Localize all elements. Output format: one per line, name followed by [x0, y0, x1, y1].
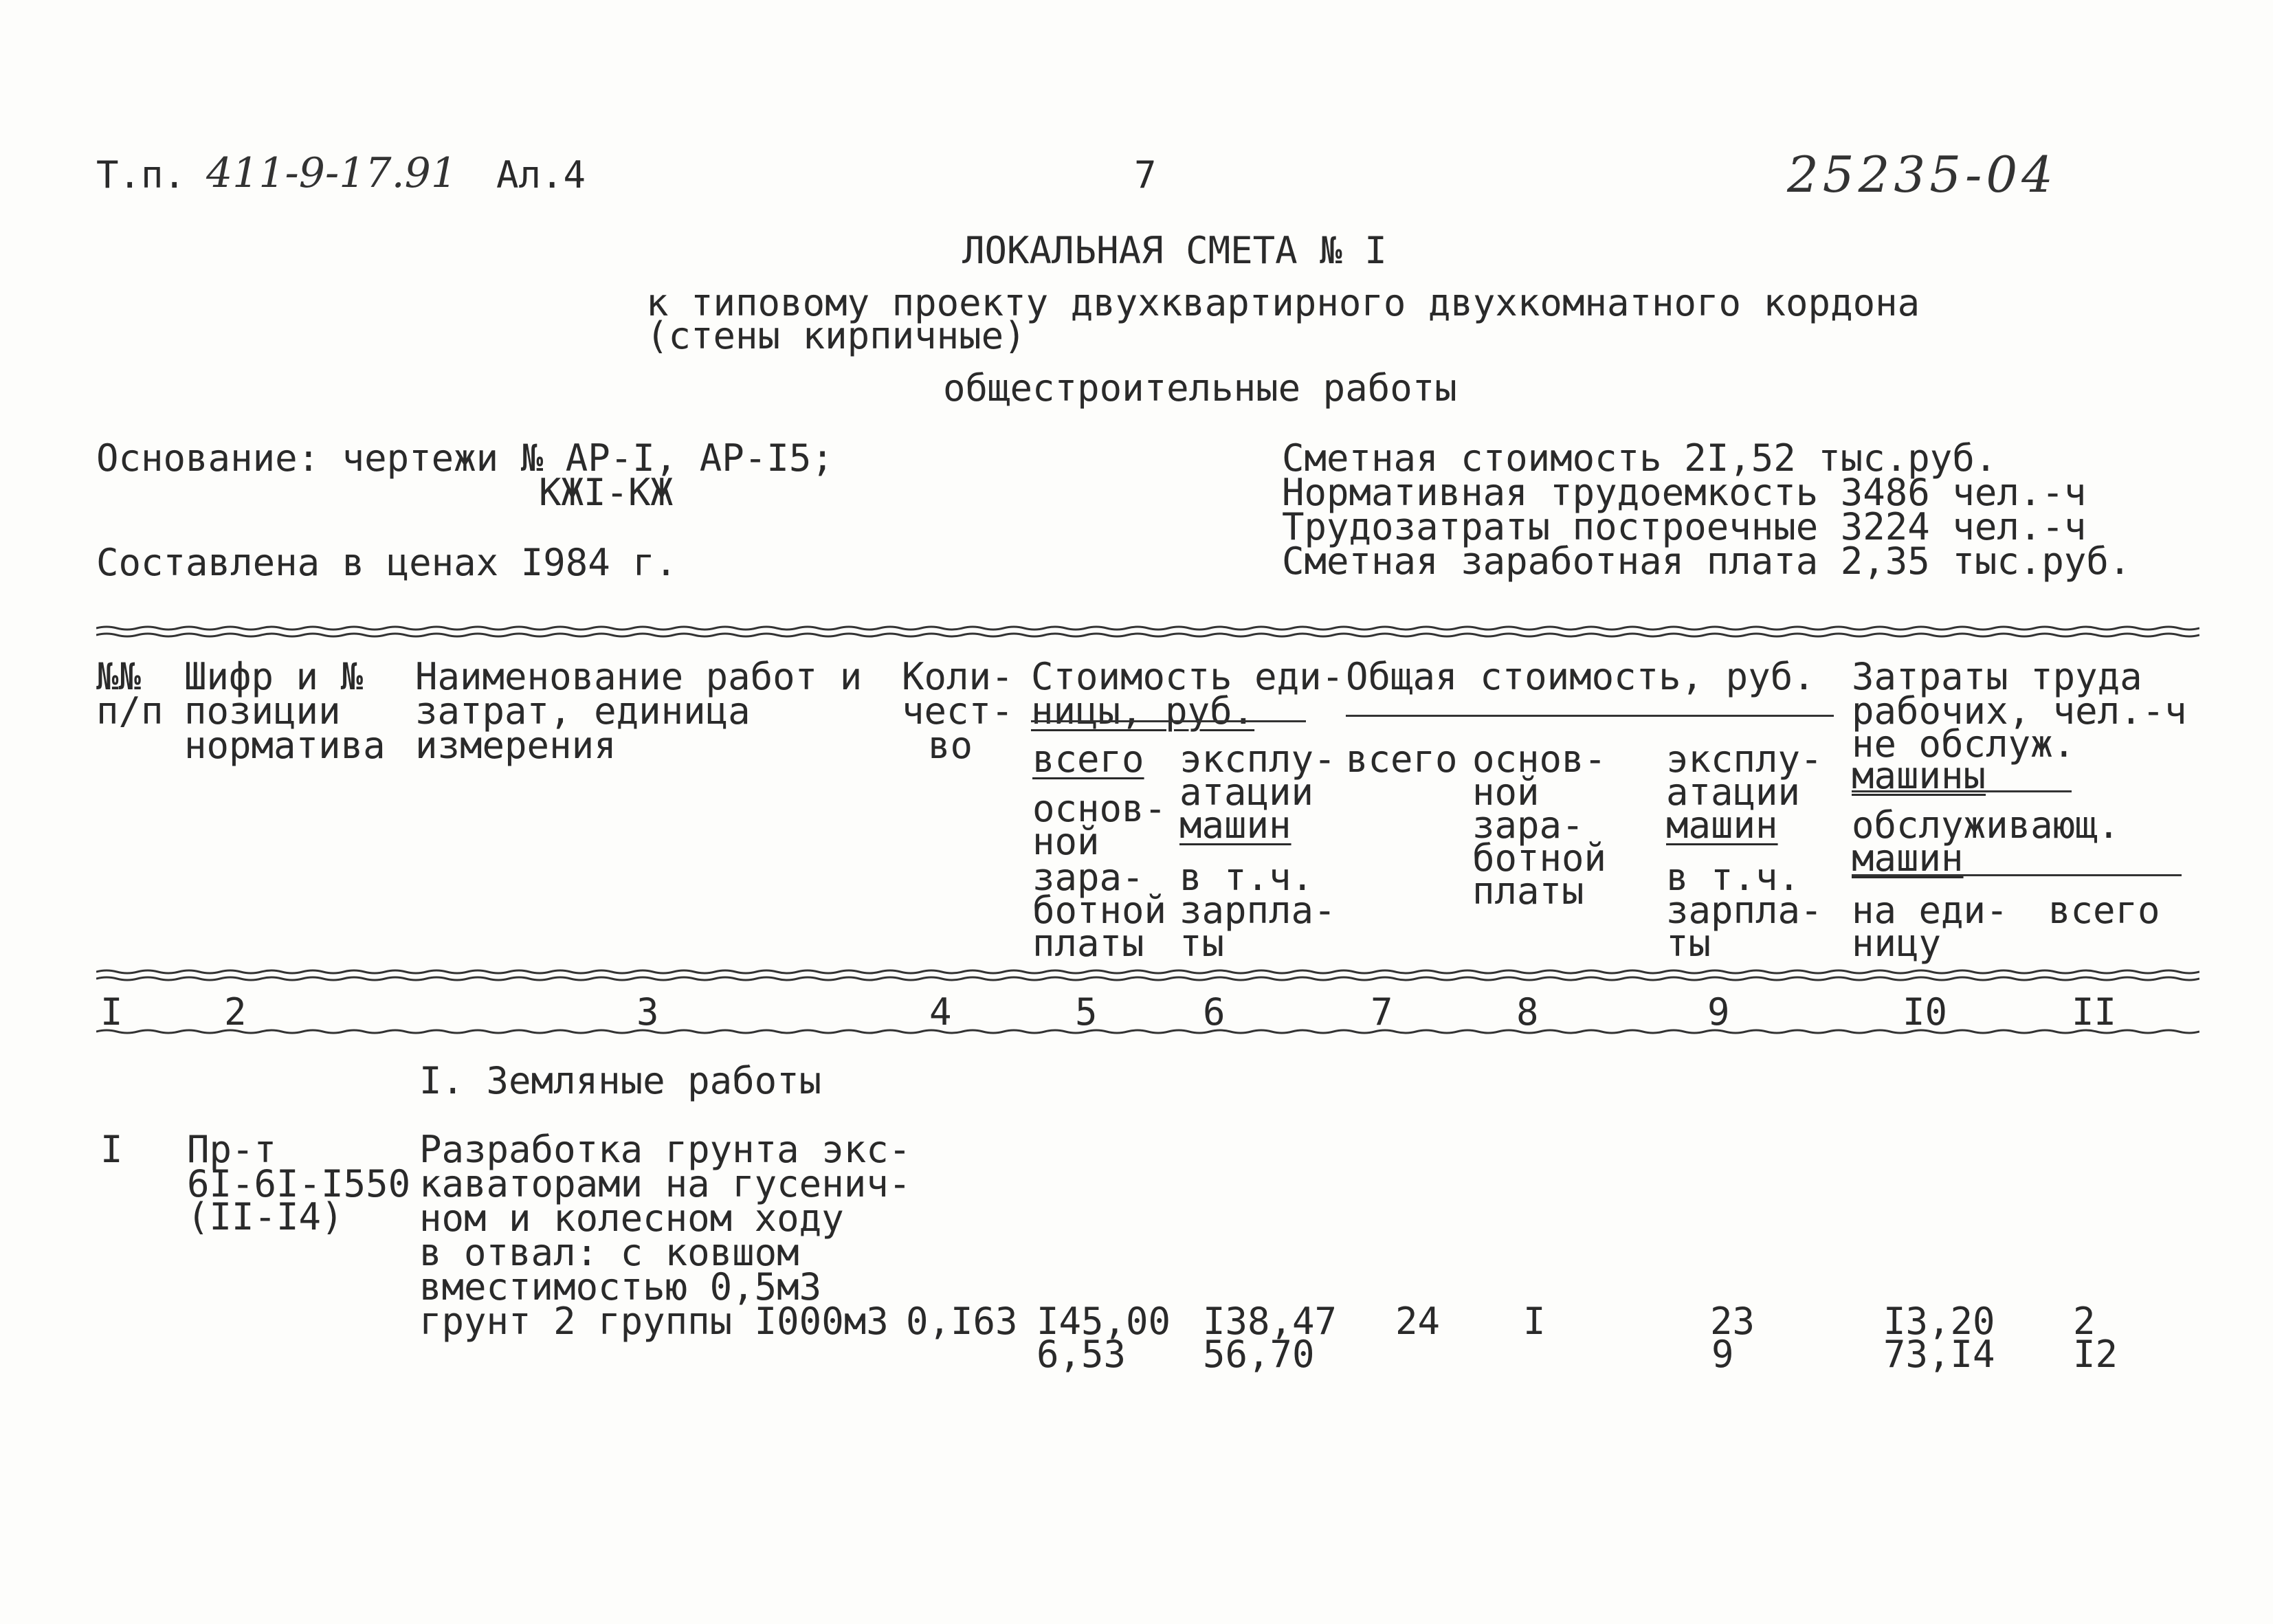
col5-header-line1: основ-	[1032, 787, 1167, 830]
summary-labor-norm: Нормативная трудоемкость 3486 чел.-ч	[1282, 471, 2087, 514]
row1-unit-cost-machines: I38,47	[1203, 1300, 1338, 1343]
col1-header-line1: №№	[96, 655, 142, 698]
unit-cost-header-line1: Стоимость еди-	[1031, 655, 1344, 698]
summary-wages: Сметная заработная плата 2,35 тыс.руб.	[1282, 540, 2131, 583]
column-number-6: 6	[1203, 990, 1226, 1034]
row1-labor-per-unit-serving: 73,I4	[1883, 1333, 1995, 1376]
col6-header-line6: ты	[1179, 922, 1225, 965]
col5-header-line2: ной	[1032, 820, 1100, 863]
column-number-11: II	[2072, 990, 2117, 1034]
column-number-10: I0	[1903, 990, 1948, 1034]
column-number-8: 8	[1516, 990, 1539, 1034]
row1-number: I	[100, 1128, 123, 1171]
row1-name-line6: грунт 2 группы I000м3	[419, 1300, 889, 1343]
col8-header-line2: ной	[1472, 770, 1540, 814]
title-line-2: (стены кирпичные)	[646, 314, 1026, 357]
labor-header-serving: обслуживающ.	[1852, 803, 2120, 847]
col5-header-line5: платы	[1032, 922, 1144, 965]
header-prefix: Т.п.	[96, 153, 186, 197]
col4-header-line1: Коли-	[902, 655, 1014, 698]
labor-rule-1	[1852, 790, 2072, 792]
col6-header-line1: эксплу-	[1179, 737, 1336, 781]
total-cost-rule	[1346, 715, 1834, 717]
col11-header: всего	[2048, 889, 2160, 932]
col9-header-line6: ты	[1666, 922, 1711, 965]
labor-header-line1: Затраты труда	[1852, 655, 2142, 698]
summary-labor-construction: Трудозатраты построечные 3224 чел.-ч	[1282, 505, 2087, 548]
col2-header-line2: позиции	[184, 689, 341, 733]
col8-header-line5: платы	[1472, 869, 1584, 913]
row1-code-line2: 6I-6I-I550	[187, 1162, 411, 1205]
labor-header-line2: рабочих, чел.-ч	[1852, 689, 2187, 733]
row1-total-machines: 23	[1710, 1300, 1755, 1343]
col8-header-line4: ботной	[1472, 836, 1607, 880]
col9-header-line3: машин	[1666, 803, 1778, 847]
col10-header-line2: ницу	[1852, 922, 1942, 965]
row1-name-line4: в отвал: с ковшом	[419, 1231, 799, 1274]
basis-drawings-continued: КЖI-КЖ	[539, 471, 674, 514]
section-heading: I. Земляные работы	[419, 1059, 822, 1102]
header-document-code: 25235-04	[1787, 146, 2057, 203]
col9-header-line4: в т.ч.	[1666, 856, 1801, 899]
labor-rule-2	[1852, 874, 2182, 876]
row1-quantity: 0,I63	[906, 1300, 1018, 1343]
col4-header-line3: во	[928, 724, 973, 767]
col5-header-line3: зара-	[1032, 856, 1144, 899]
col2-header-line1: Шифр и №	[184, 655, 364, 698]
basis-drawings: Основание: чертежи № АР-I, АР-I5;	[96, 436, 834, 480]
row1-labor-total-serving: I2	[2073, 1333, 2118, 1376]
table-header-bottom-rule	[96, 968, 2199, 984]
col6-header-line3: машин	[1179, 803, 1291, 847]
title-line-1: к типовому проекту двухквартирного двухкомнатного кордона	[646, 281, 1920, 324]
table-top-rule	[96, 624, 2199, 641]
col2-header-line3: норматива	[184, 724, 386, 767]
row1-name-line2: каваторами на гусенич-	[419, 1162, 911, 1205]
column-number-7: 7	[1371, 990, 1393, 1034]
row1-labor-total: 2	[2073, 1300, 2096, 1343]
row1-total-machine-wages: 9	[1711, 1333, 1734, 1376]
header-project-number: 411-9-17.91	[206, 149, 458, 197]
col4-header-line2: чест-	[902, 689, 1014, 733]
col3-header-line1: Наименование работ и	[415, 655, 863, 698]
column-number-1: I	[100, 990, 123, 1034]
title-line-3: общестроительные работы	[943, 366, 1457, 410]
row1-total-cost: 24	[1395, 1300, 1441, 1343]
col5-header-top: всего	[1032, 737, 1144, 781]
basis-price-level: Составлена в ценах I984 г.	[96, 541, 678, 584]
header-album: Ал.4	[496, 153, 586, 197]
labor-header-line3: не обслуж.	[1852, 722, 2076, 766]
row1-unit-cost-total: I45,00	[1036, 1300, 1171, 1343]
summary-estimated-cost: Сметная стоимость 2I,52 тыс.руб.	[1282, 436, 1997, 480]
col3-header-line2: затрат, единица	[415, 689, 751, 733]
col3-header-line3: измерения	[415, 724, 617, 767]
row1-labor-per-unit: I3,20	[1883, 1300, 1995, 1343]
col9-header-line1: эксплу-	[1666, 737, 1823, 781]
row1-unit-cost-wages: 6,53	[1036, 1333, 1127, 1376]
unit-cost-rule	[1031, 720, 1306, 722]
col6-header-line4: в т.ч.	[1179, 856, 1314, 899]
document-title: ЛОКАЛЬНАЯ СМЕТА № I	[962, 229, 1387, 272]
col1-header-line2: п/п	[96, 689, 164, 733]
col6-header-line2: атации	[1179, 770, 1314, 814]
column-number-9: 9	[1707, 990, 1730, 1034]
unit-cost-header-line2: ницы, руб.	[1031, 689, 1255, 733]
col8-header-line1: основ-	[1472, 737, 1607, 781]
column-number-3: 3	[636, 990, 659, 1034]
column-number-4: 4	[929, 990, 952, 1034]
row1-total-wages: I	[1523, 1300, 1546, 1343]
column-number-2: 2	[224, 990, 247, 1034]
col10-header-line1: на еди-	[1852, 889, 2008, 932]
col9-header-line2: атации	[1666, 770, 1801, 814]
labor-header-machines-2: машин	[1852, 836, 1964, 880]
row1-code-line1: Пр-т	[187, 1128, 277, 1171]
col6-header-line5: зарпла-	[1179, 889, 1336, 932]
row1-code-line3: (II-I4)	[187, 1195, 344, 1238]
total-cost-header: Общая стоимость, руб.	[1346, 655, 1815, 698]
row1-name-line3: ном и колесном ходу	[419, 1197, 844, 1240]
column-numbers-rule	[96, 1027, 2199, 1036]
col8-header-line3: зара-	[1472, 803, 1584, 847]
header-page-number: 7	[1134, 153, 1157, 197]
row1-unit-cost-machine-wages: 56,70	[1203, 1333, 1315, 1376]
col7-header: всего	[1346, 737, 1458, 781]
col5-header-line4: ботной	[1032, 889, 1167, 932]
labor-header-machines: машины	[1852, 754, 1986, 797]
column-number-5: 5	[1075, 990, 1098, 1034]
col9-header-line5: зарпла-	[1666, 889, 1823, 932]
row1-name-line1: Разработка грунта экс-	[419, 1128, 911, 1171]
row1-name-line5: вместимостью 0,5м3	[419, 1265, 822, 1309]
